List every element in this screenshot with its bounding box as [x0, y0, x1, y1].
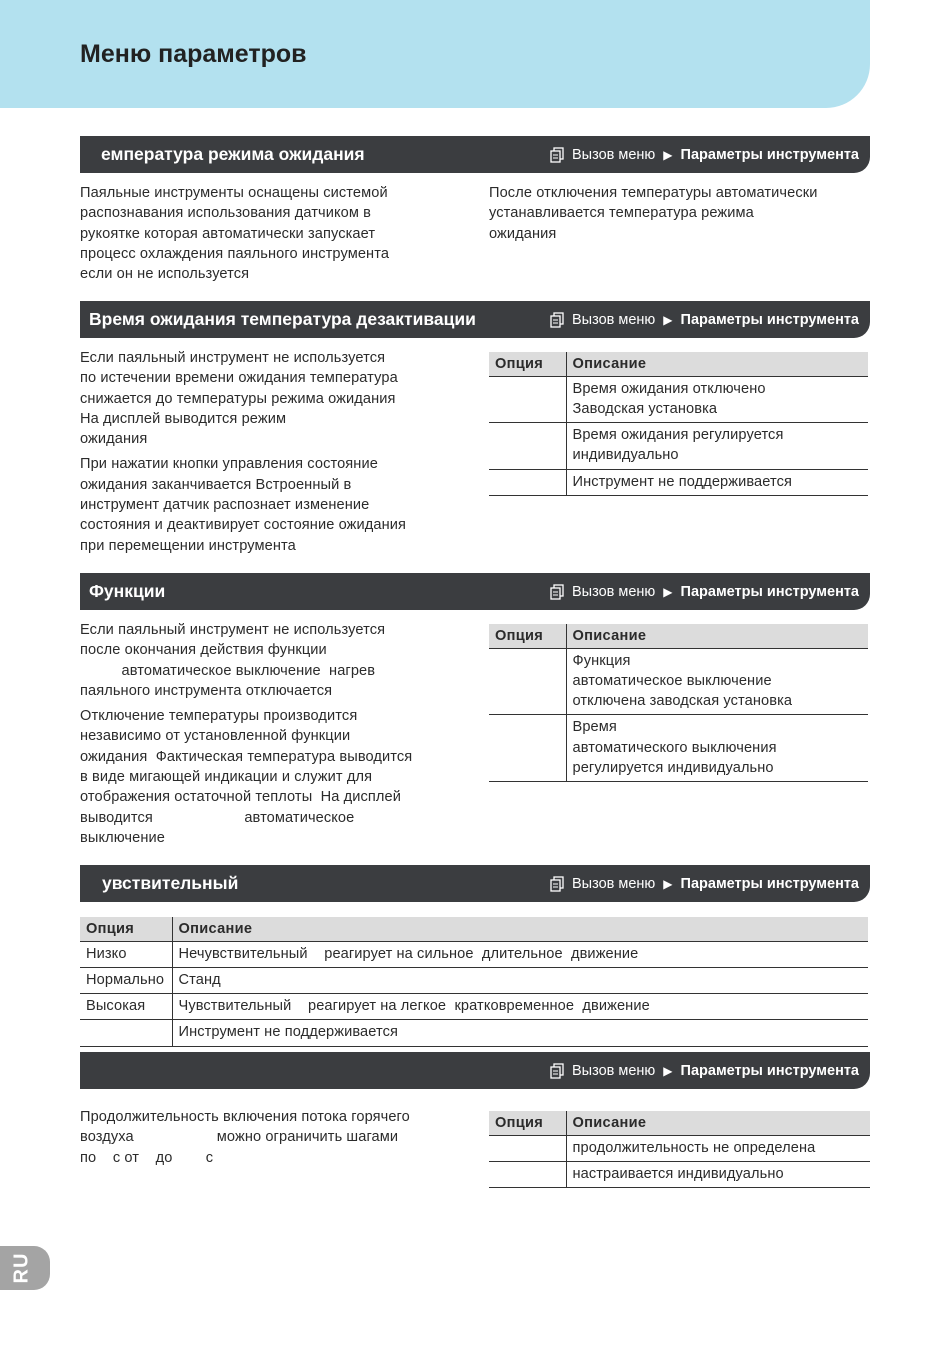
table-cell-description: Станд: [172, 967, 868, 993]
menu-path: [550, 876, 859, 892]
menu-path-prefix: Вызов меню: [572, 876, 656, 892]
table-header: Описание: [566, 352, 868, 376]
table-row: [80, 941, 868, 967]
table-cell-option: Высокая: [80, 994, 172, 1020]
paragraph: После отключения температуры автоматически устанавливается температура режима ожидания: [489, 185, 818, 242]
menu-icon: [550, 1063, 564, 1079]
table-row: [489, 648, 868, 715]
section-5-left-text: [80, 1107, 475, 1173]
paragraph: Если паяльный инструмент не используется по истечении времени ожидания температура снижается до температуры режима ожидания На дисплей выводится режим ожидания: [80, 350, 398, 448]
table-cell-description: Инструмент не поддерживается: [172, 1020, 868, 1046]
menu-path: [550, 1063, 859, 1079]
section-1-left-text: [80, 183, 460, 289]
table-header: Описание: [172, 917, 868, 941]
table-cell-description: Нечувствительный реагирует на сильное длительное движение: [172, 941, 868, 967]
table-row: [489, 1135, 870, 1161]
table-cell-option: Низко: [80, 941, 172, 967]
table-header: Опция: [489, 352, 566, 376]
menu-icon: [550, 147, 564, 163]
play-arrow-icon: ▶: [663, 313, 673, 327]
table-row: [80, 994, 868, 1020]
section-3-options-table: [489, 624, 868, 782]
table-header: Опция: [489, 1111, 566, 1135]
paragraph: Отключение температуры производится независимо от установленной функции ожидания Фактическая температура выводится в виде мигающей индикации и служит для отображения остаточной теплоты На дисплей выводится автоматическое выключение: [80, 708, 413, 846]
table-row: [489, 423, 868, 470]
table-cell-option: [80, 1020, 172, 1046]
section-header-standby-time: [80, 301, 870, 338]
paragraph: Если паяльный инструмент не используется после окончания действия функции автоматическое выключение нагрев паяльного инструмента отключается: [80, 622, 386, 699]
table-header: Опция: [80, 917, 172, 941]
menu-path: [550, 312, 859, 328]
section-5-options-table: [489, 1111, 870, 1188]
section-header-standby-temperature: [80, 136, 870, 173]
menu-path-target: Параметры инструмента: [680, 876, 859, 892]
table-cell-option: [489, 1135, 566, 1161]
menu-path-prefix: Вызов меню: [572, 147, 656, 163]
menu-path-target: Параметры инструмента: [680, 584, 859, 600]
menu-path-target: Параметры инструмента: [680, 312, 859, 328]
menu-path-prefix: Вызов меню: [572, 312, 656, 328]
table-cell-option: [489, 423, 566, 470]
section-2-left-text: [80, 348, 470, 561]
table-header: Описание: [566, 1111, 870, 1135]
play-arrow-icon: ▶: [663, 148, 673, 162]
menu-path: [550, 584, 859, 600]
menu-icon: [550, 876, 564, 892]
play-arrow-icon: ▶: [663, 585, 673, 599]
table-cell-option: Нормально: [80, 967, 172, 993]
paragraph: Продолжительность включения потока горячего воздуха можно ограничить шагами по с от до с: [80, 1109, 410, 1166]
table-row: [489, 376, 868, 423]
table-cell-option: [489, 715, 566, 782]
page-title: Меню параметров: [80, 40, 307, 68]
section-header-sensitivity: [80, 865, 870, 902]
table-header: Опция: [489, 624, 566, 648]
paragraph: При нажатии кнопки управления состояние ожидания заканчивается Встроенный в инструмент датчик распознает изменение состояния и деактивирует состояние ожидания при перемещении инструмента: [80, 456, 406, 554]
table-row: [489, 469, 868, 495]
section-title: Функции: [89, 581, 166, 601]
table-cell-description: Время автоматического выключения регулируется индивидуально: [566, 715, 868, 782]
menu-path-target: Параметры инструмента: [680, 147, 859, 163]
section-title: емпература режима ожидания: [101, 144, 365, 164]
table-cell-description: настраивается индивидуально: [566, 1161, 870, 1187]
play-arrow-icon: ▶: [663, 877, 673, 891]
table-row: [80, 967, 868, 993]
section-1-right-text: [489, 183, 879, 249]
section-header-functions: [80, 573, 870, 610]
table-cell-description: Время ожидания отключено Заводская установка: [566, 376, 868, 423]
menu-icon: [550, 584, 564, 600]
menu-icon: [550, 312, 564, 328]
table-cell-option: [489, 469, 566, 495]
table-row: [80, 1020, 868, 1046]
menu-path-prefix: Вызов меню: [572, 584, 656, 600]
language-label: RU: [10, 1252, 33, 1284]
section-2-options-table: [489, 352, 868, 496]
play-arrow-icon: ▶: [663, 1064, 673, 1078]
table-cell-description: Чувствительный реагирует на легкое кратковременное движение: [172, 994, 868, 1020]
sensitivity-options-table: [80, 917, 868, 1047]
section-title: увствительный: [102, 873, 239, 893]
table-header: Описание: [566, 624, 868, 648]
section-3-left-text: [80, 620, 475, 853]
table-cell-description: Время ожидания регулируется индивидуально: [566, 423, 868, 470]
table-row: [489, 1161, 870, 1187]
table-cell-option: [489, 648, 566, 715]
menu-path-target: Параметры инструмента: [680, 1063, 859, 1079]
language-tab: [0, 1246, 50, 1290]
menu-path-prefix: Вызов меню: [572, 1063, 656, 1079]
paragraph: Паяльные инструменты оснащены системой распознавания использования датчиком в рукоятке которая автоматически запускает процесс охлаждения паяльного инструмента если он не используется: [80, 185, 390, 283]
table-cell-option: [489, 1161, 566, 1187]
table-cell-description: продолжительность не определена: [566, 1135, 870, 1161]
table-cell-description: Функция автоматическое выключение отключена заводская установка: [566, 648, 868, 715]
section-header-hot-air: [80, 1052, 870, 1089]
menu-path: [550, 147, 859, 163]
table-cell-description: Инструмент не поддерживается: [566, 469, 868, 495]
table-cell-option: [489, 376, 566, 423]
table-row: [489, 715, 868, 782]
section-title: Время ожидания температура дезактивации: [89, 309, 476, 329]
